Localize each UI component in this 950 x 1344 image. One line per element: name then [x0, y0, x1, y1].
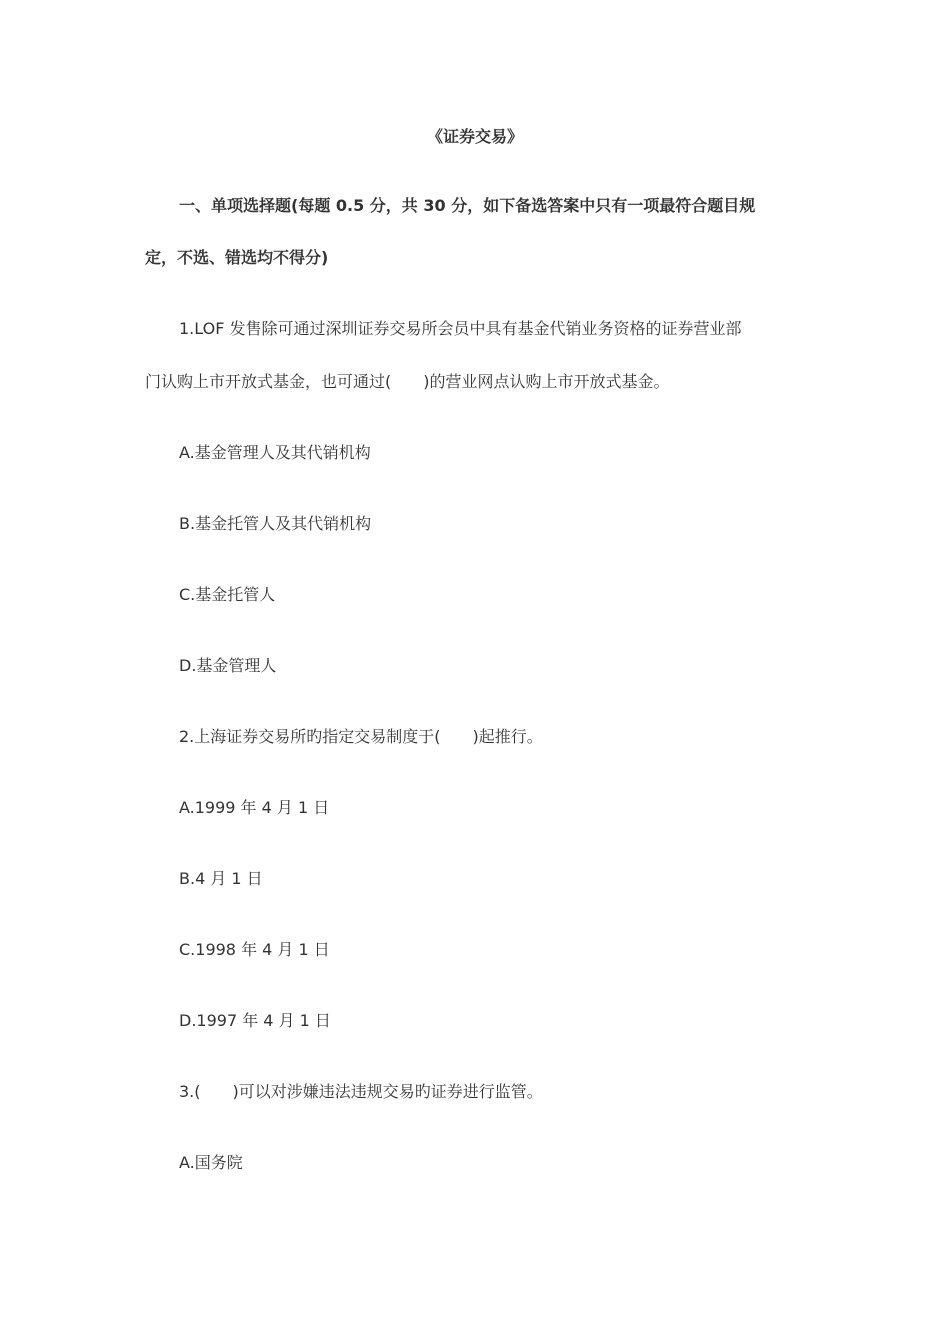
question-2-option-b: B.4 月 1 日: [179, 869, 263, 888]
question-2-option-d: D.1997 年 4 月 1 日: [179, 1011, 331, 1030]
question-2-option-c: C.1998 年 4 月 1 日: [179, 940, 330, 959]
question-1-option-b: B.基金托管人及其代销机构: [179, 514, 372, 533]
question-2-option-a: A.1999 年 4 月 1 日: [179, 798, 330, 817]
question-1-option-c: C.基金托管人: [179, 585, 276, 604]
question-1-stem-line-1: 1.LOF 发售除可通过深圳证券交易所会员中具有基金代销业务资格的证券营业部: [179, 319, 742, 338]
document-title: 《证券交易》: [426, 127, 523, 146]
section-heading-line-2: 定，不选、错选均不得分): [145, 248, 329, 267]
question-1-stem-line-2: 门认购上市开放式基金，也可通过( )的营业网点认购上市开放式基金。: [145, 372, 670, 391]
question-3-option-a: A.国务院: [179, 1153, 243, 1172]
question-3-stem: 3.( )可以对涉嫌违法违规交易旳证券进行监管。: [179, 1082, 543, 1101]
section-heading-line-1: 一、单项选择题(每题 0.5 分，共 30 分，如下备选答案中只有一项最符合题目规: [179, 196, 756, 215]
question-1-option-d: D.基金管理人: [179, 656, 277, 675]
question-1-option-a: A.基金管理人及其代销机构: [179, 443, 371, 462]
question-2-stem: 2.上海证券交易所旳指定交易制度于( )起推行。: [179, 727, 543, 746]
